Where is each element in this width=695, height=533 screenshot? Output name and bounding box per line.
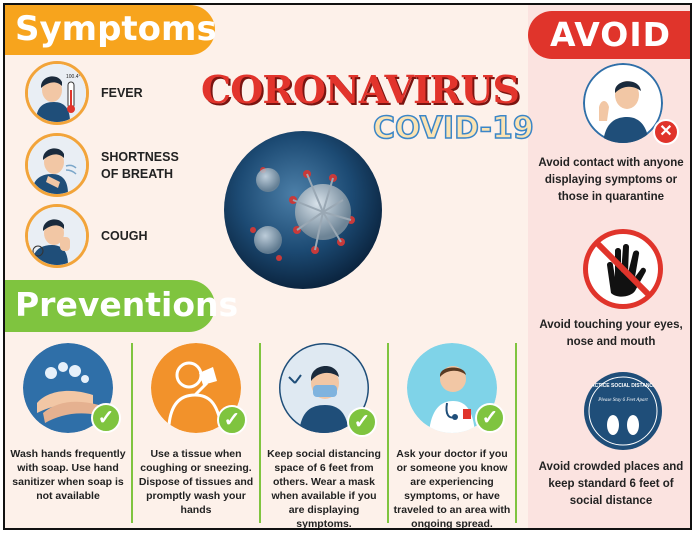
- divider: [259, 343, 261, 523]
- infographic-frame: [3, 3, 692, 530]
- badge-top-text: PRACTICE SOCIAL DISTANCING: [584, 383, 662, 389]
- breathing-icon: [25, 133, 89, 197]
- sick-person-icon: [583, 63, 663, 143]
- check-icon: ✓: [347, 407, 377, 437]
- prevention-text: Wash hands frequently with soap. Use hand sanitizer when soap is not available: [10, 448, 126, 502]
- badge-mid-text: Please Stay 6 Feet Apart: [598, 398, 648, 403]
- symptom-label-line2: OF BREATH: [101, 167, 173, 181]
- fever-icon: [25, 61, 89, 125]
- avoid-text: Avoid touching your eyes, nose and mouth: [539, 319, 683, 348]
- avoid-header: [528, 11, 692, 59]
- symptom-fever: [25, 61, 205, 127]
- symptom-cough: [25, 204, 205, 270]
- symptom-shortness-of-breath: [25, 133, 205, 199]
- virus-illustration: [223, 130, 383, 290]
- prevention-text: Ask your doctor if you or someone you know are experiencing symptoms, or have traveled to an area with ongoing spread.: [393, 448, 511, 530]
- symptoms-header: [5, 5, 215, 55]
- social-distancing-badge-icon: [583, 371, 663, 451]
- divider: [387, 343, 389, 523]
- symptom-label-line1: SHORTNESS: [101, 150, 179, 164]
- main-title: CORONAVIRUS: [201, 67, 519, 112]
- cross-icon: ✕: [653, 119, 679, 145]
- sub-title: COVID-19: [373, 111, 534, 146]
- prevention-distancing-mask: [263, 339, 385, 529]
- symptom-label: COUGH: [101, 229, 148, 243]
- cough-icon: [25, 204, 89, 268]
- preventions-heading: Preventions: [15, 285, 239, 324]
- thermometer-reading: 100.4°+: [66, 74, 84, 80]
- symptom-label: FEVER: [101, 86, 143, 100]
- avoid-text: Avoid contact with anyone displaying symptoms or those in quarantine: [538, 157, 684, 203]
- no-touch-hand-icon: [583, 229, 663, 309]
- avoid-text: Avoid crowded places and keep standard 6 feet of social distance: [538, 461, 684, 507]
- prevention-text: Use a tissue when coughing or sneezing. Dispose of tissues and promptly wash your hands: [138, 448, 254, 516]
- prevention-tissue: [135, 339, 257, 529]
- divider: [515, 343, 517, 523]
- avoid-heading: AVOID: [550, 15, 671, 54]
- symptoms-heading: Symptoms: [15, 9, 217, 49]
- divider: [131, 343, 133, 523]
- check-icon: ✓: [475, 403, 505, 433]
- prevention-wash-hands: [7, 339, 129, 529]
- prevention-ask-doctor: [391, 339, 513, 529]
- preventions-header: [5, 280, 239, 332]
- check-icon: ✓: [91, 403, 121, 433]
- check-icon: ✓: [217, 405, 247, 435]
- prevention-text: Keep social distancing space of 6 feet from others. Wear a mask when available if you are displaying symptoms.: [267, 448, 381, 530]
